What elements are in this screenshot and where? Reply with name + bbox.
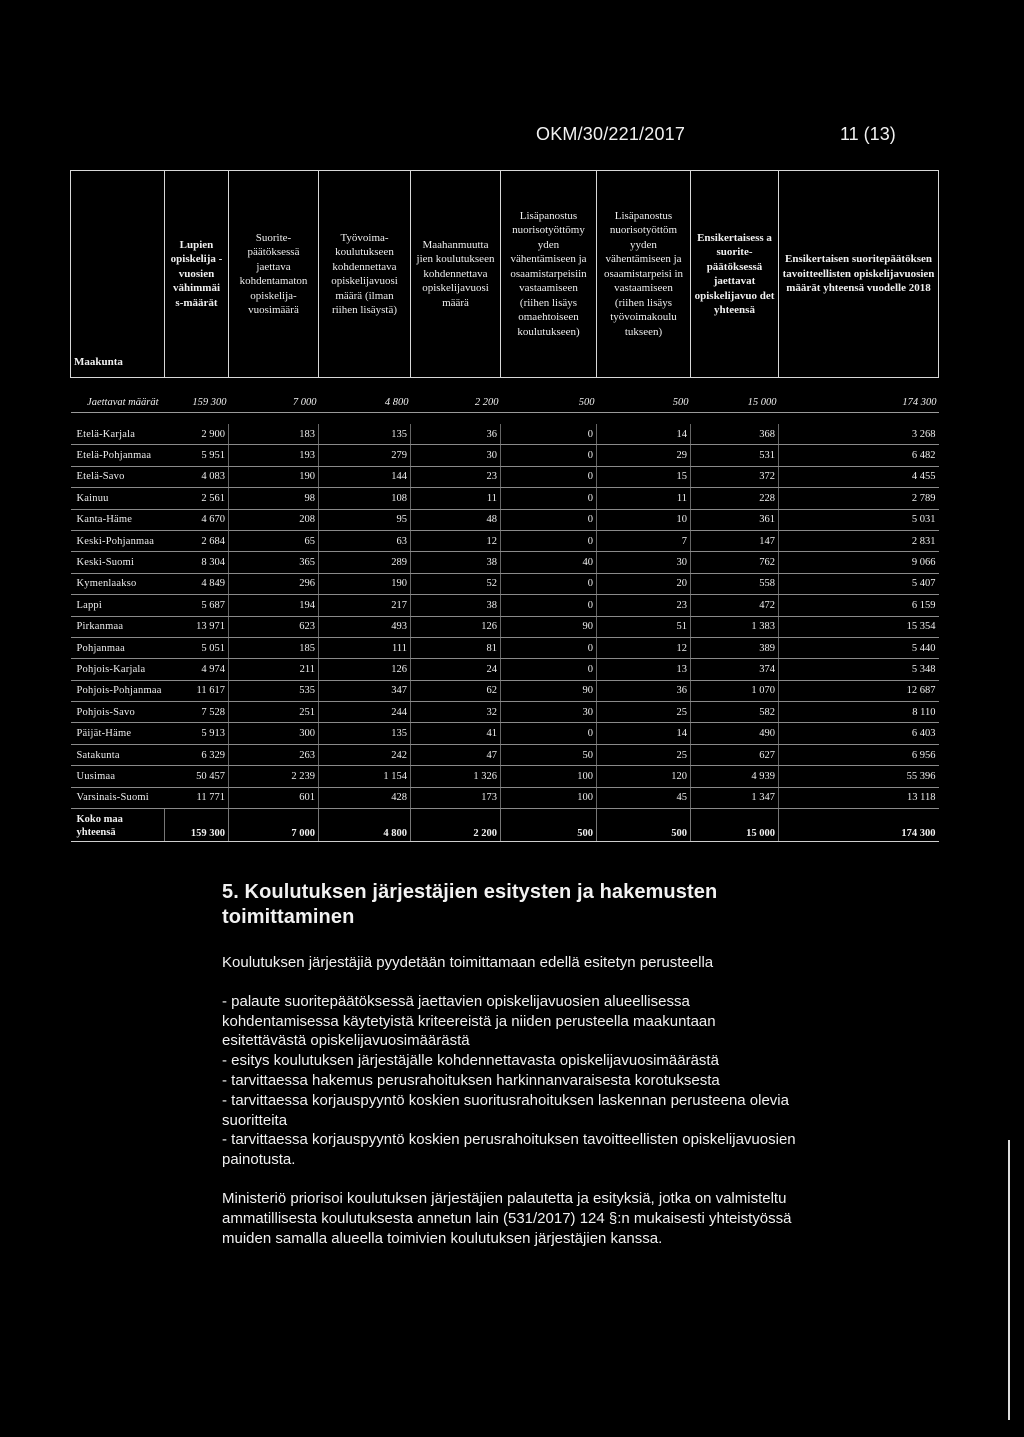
table-row [71,488,939,509]
region-name: Kainuu [71,488,165,509]
table-header [71,171,939,378]
table-cell: 4 670 [165,509,229,530]
table-cell: 47 [411,744,501,765]
table-cell: 217 [319,595,411,616]
region-name: Pohjois-Savo [71,702,165,723]
table-cell: 63 [319,530,411,551]
total-value: 15 000 [691,809,779,842]
table-row [71,530,939,551]
section-heading-line2: toimittaminen [222,906,355,928]
column-header-kohdentamaton: Suorite-päätöksessä jaettava kohdentamaton opiskelija-vuosimäärä [229,171,319,378]
table-cell: 228 [691,488,779,509]
total-section [71,809,939,842]
table-cell: 15 [597,466,691,487]
table-cell: 14 [597,723,691,744]
margin-rule [1008,1140,1010,1420]
table-cell: 38 [411,595,501,616]
distributed-label: Jaettavat määrät [71,392,165,413]
table-cell: 81 [411,637,501,658]
table-cell: 428 [319,787,411,808]
table-row [71,744,939,765]
table-row [71,787,939,808]
request-list [222,992,922,1170]
table-cell: 4 849 [165,573,229,594]
table-cell: 12 [597,637,691,658]
table-cell: 5 913 [165,723,229,744]
table-cell: 111 [319,637,411,658]
list-item: painotusta. [222,1151,296,1169]
table-row [71,595,939,616]
table-cell: 300 [229,723,319,744]
table-cell: 4 083 [165,466,229,487]
table-cell: 361 [691,509,779,530]
closing-paragraph [222,1189,922,1248]
table-cell: 11 617 [165,680,229,701]
list-item: - esitys koulutuksen järjestäjälle kohdennettavasta opiskelijavuosimäärästä [222,1052,719,1070]
table-cell: 6 159 [779,595,939,616]
table-cell: 211 [229,659,319,680]
table-row [71,702,939,723]
table-cell: 8 304 [165,552,229,573]
table-cell: 126 [319,659,411,680]
region-name: Pohjois-Pohjanmaa [71,680,165,701]
table-cell: 62 [411,680,501,701]
total-label-line2: yhteensä [76,827,116,839]
table-cell: 45 [597,787,691,808]
table-cell: 36 [411,424,501,445]
table-cell: 627 [691,744,779,765]
table-cell: 7 [597,530,691,551]
total-value: 7 000 [229,809,319,842]
table-row [71,445,939,466]
table-cell: 374 [691,659,779,680]
table-cell: 368 [691,424,779,445]
document-id: OKM/30/221/2017 [536,124,686,144]
table-cell: 762 [691,552,779,573]
total-label [71,809,165,842]
table-cell: 208 [229,509,319,530]
table-cell: 289 [319,552,411,573]
table-cell: 98 [229,488,319,509]
table-cell: 108 [319,488,411,509]
region-name: Kymenlaakso [71,573,165,594]
table-cell: 100 [501,787,597,808]
table-cell: 12 [411,530,501,551]
table-cell: 4 455 [779,466,939,487]
region-name: Lappi [71,595,165,616]
table-cell: 601 [229,787,319,808]
table-cell: 6 482 [779,445,939,466]
column-header-lisapanostus-omaehtoinen: Lisäpanostus nuorisotyöttömy yden vähentämiseen ja osaamistarpeisiin vastaamiseen (riihen lisäys omaehtoiseen koulutukseen) [501,171,597,378]
total-value: 500 [501,809,597,842]
list-item: - tarvittaessa hakemus perusrahoituksen harkinnanvaraisesta korotuksesta [222,1071,720,1089]
table-cell: 10 [597,509,691,530]
table-cell: 1 154 [319,766,411,787]
table-cell: 90 [501,616,597,637]
table-cell: 194 [229,595,319,616]
table-cell: 263 [229,744,319,765]
table-cell: 0 [501,530,597,551]
table-cell: 126 [411,616,501,637]
list-item: - palaute suoritepäätöksessä jaettavien opiskelijavuosien alueellisessa [222,992,690,1010]
total-value: 500 [597,809,691,842]
table-cell: 2 684 [165,530,229,551]
table-cell: 25 [597,702,691,723]
table-cell: 365 [229,552,319,573]
table-cell: 242 [319,744,411,765]
table-cell: 190 [319,573,411,594]
total-row [71,809,939,842]
total-value: 2 200 [411,809,501,842]
table-cell: 5 407 [779,573,939,594]
region-name: Pohjanmaa [71,637,165,658]
table-cell: 52 [411,573,501,594]
total-value: 159 300 [165,809,229,842]
distributed-value: 15 000 [691,392,779,413]
table-cell: 2 831 [779,530,939,551]
list-item: - tarvittaessa korjauspyyntö koskien perusrahoituksen tavoitteellisten opiskelijavuosien [222,1131,796,1149]
table-cell: 32 [411,702,501,723]
table-cell: 185 [229,637,319,658]
table-cell: 244 [319,702,411,723]
table-cell: 0 [501,637,597,658]
region-name: Uusimaa [71,766,165,787]
table-row [71,552,939,573]
table-cell: 9 066 [779,552,939,573]
column-header-ensikertaiset-yhteensa: Ensikertaisess a suorite-päätöksessä jaettavat opiskelijavuo det yhteensä [691,171,779,378]
table-cell: 15 354 [779,616,939,637]
table-cell: 531 [691,445,779,466]
table-cell: 8 110 [779,702,939,723]
table-cell: 0 [501,509,597,530]
table-cell: 0 [501,595,597,616]
table-cell: 193 [229,445,319,466]
list-item: - tarvittaessa korjauspyyntö koskien suoritusrahoituksen laskennan perusteena olevia [222,1091,789,1109]
column-header-maakunta: Maakunta [71,171,165,378]
table-cell: 347 [319,680,411,701]
table-cell: 389 [691,637,779,658]
table-cell: 472 [691,595,779,616]
table-cell: 1 070 [691,680,779,701]
table-row [71,659,939,680]
table-cell: 1 383 [691,616,779,637]
table-cell: 623 [229,616,319,637]
allocation-table [70,170,939,842]
table-cell: 38 [411,552,501,573]
region-rows [71,424,939,809]
distributed-value: 4 800 [319,392,411,413]
table-cell: 372 [691,466,779,487]
table-row [71,509,939,530]
table-cell: 30 [411,445,501,466]
table-cell: 4 974 [165,659,229,680]
region-name: Keski-Suomi [71,552,165,573]
table-cell: 183 [229,424,319,445]
allocation-table-container [70,170,938,842]
table-cell: 490 [691,723,779,744]
table-row [71,573,939,594]
table-cell: 535 [229,680,319,701]
section-intro: Koulutuksen järjestäjiä pyydetään toimittamaan edellä esitetyn perusteella [222,954,714,971]
table-cell: 51 [597,616,691,637]
region-name: Etelä-Karjala [71,424,165,445]
region-name: Pirkanmaa [71,616,165,637]
distributed-value: 7 000 [229,392,319,413]
table-cell: 0 [501,573,597,594]
table-cell: 5 348 [779,659,939,680]
table-cell: 251 [229,702,319,723]
table-cell: 30 [597,552,691,573]
list-item: suoritteita [222,1111,288,1129]
column-header-lupien-vahimmaismaarat: Lupien opiskelija -vuosien vähimmäi s-määrät [165,171,229,378]
table-cell: 23 [597,595,691,616]
distributed-value: 159 300 [165,392,229,413]
distributed-value: 2 200 [411,392,501,413]
table-cell: 14 [597,424,691,445]
total-value: 4 800 [319,809,411,842]
column-header-tavoitteelliset-2018: Ensikertaisen suoritepäätöksen tavoitteellisten opiskelijavuosien määrät yhteensä vuodelle 2018 [779,171,939,378]
region-name: Kanta-Häme [71,509,165,530]
table-cell: 1 326 [411,766,501,787]
table-cell: 0 [501,424,597,445]
distributed-value: 174 300 [779,392,939,413]
list-item: kohdentamisessa käytetyistä kriteereistä ja niiden perusteella maakuntaan [222,1012,716,1030]
column-header-tyovoimakoulutus: Työvoima-koulutukseen kohdennettava opiskelijavuosi määrä (ilman riihen lisäystä) [319,171,411,378]
table-cell: 0 [501,466,597,487]
table-cell: 6 403 [779,723,939,744]
table-cell: 144 [319,466,411,487]
table-cell: 6 956 [779,744,939,765]
table-cell: 0 [501,445,597,466]
table-cell: 36 [597,680,691,701]
distributed-value: 500 [597,392,691,413]
section-heading-line1: 5. Koulutuksen järjestäjien esitysten ja hakemusten [222,881,718,903]
table-cell: 65 [229,530,319,551]
section-5 [222,880,922,1248]
table-row [71,680,939,701]
table-cell: 13 971 [165,616,229,637]
table-cell: 13 118 [779,787,939,808]
list-item: esitettävästä opiskelijavuosimäärästä [222,1032,470,1050]
distributed-amounts [71,378,939,425]
table-cell: 5 031 [779,509,939,530]
table-cell: 1 347 [691,787,779,808]
table-cell: 90 [501,680,597,701]
table-cell: 279 [319,445,411,466]
table-cell: 2 561 [165,488,229,509]
table-cell: 2 900 [165,424,229,445]
table-cell: 25 [597,744,691,765]
distributed-value: 500 [501,392,597,413]
table-cell: 558 [691,573,779,594]
table-row [71,466,939,487]
table-cell: 6 329 [165,744,229,765]
table-cell: 7 528 [165,702,229,723]
table-cell: 30 [501,702,597,723]
column-header-lisapanostus-tyovoima: Lisäpanostus nuorisotyöttöm yyden vähentämiseen ja osaamistarpeisi in vastaamiseen (riihen lisäys työvoimakoulu tukseen) [597,171,691,378]
closing-line: muiden samalla alueella toimivien koulutuksen järjestäjien kanssa. [222,1229,663,1247]
table-cell: 55 396 [779,766,939,787]
table-cell: 23 [411,466,501,487]
table-row [71,723,939,744]
closing-line: ammatillisesta koulutuksesta annetun lain (531/2017) 124 §:n mukaisesti yhteistyössä [222,1209,792,1227]
table-cell: 24 [411,659,501,680]
table-cell: 173 [411,787,501,808]
table-cell: 2 789 [779,488,939,509]
table-cell: 493 [319,616,411,637]
table-cell: 11 [411,488,501,509]
table-cell: 50 457 [165,766,229,787]
table-cell: 147 [691,530,779,551]
table-cell: 50 [501,744,597,765]
table-cell: 2 239 [229,766,319,787]
table-cell: 29 [597,445,691,466]
table-row [71,637,939,658]
table-row [71,766,939,787]
table-cell: 20 [597,573,691,594]
column-header-maahanmuuttajat: Maahanmuutta jien koulutukseen kohdennettava opiskelijavuosi määrä [411,171,501,378]
table-cell: 120 [597,766,691,787]
table-cell: 582 [691,702,779,723]
region-name: Keski-Pohjanmaa [71,530,165,551]
region-name: Satakunta [71,744,165,765]
table-row [71,424,939,445]
total-label-line1: Koko maa [76,814,123,826]
table-cell: 11 [597,488,691,509]
table-row [71,616,939,637]
table-cell: 3 268 [779,424,939,445]
region-name: Etelä-Pohjanmaa [71,445,165,466]
page-header [0,124,1024,148]
table-cell: 4 939 [691,766,779,787]
table-cell: 95 [319,509,411,530]
closing-line: Ministeriö priorisoi koulutuksen järjestäjien palautetta ja esityksiä, jotka on valmisteltu [222,1189,787,1207]
region-name: Pohjois-Karjala [71,659,165,680]
distributed-amounts-row [71,392,939,413]
table-cell: 5 687 [165,595,229,616]
section-heading [222,880,922,930]
total-value: 174 300 [779,809,939,842]
table-cell: 12 687 [779,680,939,701]
table-cell: 135 [319,723,411,744]
table-cell: 100 [501,766,597,787]
table-cell: 296 [229,573,319,594]
table-cell: 190 [229,466,319,487]
region-name: Etelä-Savo [71,466,165,487]
region-name: Päijät-Häme [71,723,165,744]
table-cell: 0 [501,723,597,744]
table-cell: 0 [501,659,597,680]
table-cell: 5 051 [165,637,229,658]
table-cell: 48 [411,509,501,530]
table-cell: 135 [319,424,411,445]
table-cell: 41 [411,723,501,744]
region-name: Varsinais-Suomi [71,787,165,808]
table-cell: 40 [501,552,597,573]
table-cell: 13 [597,659,691,680]
table-cell: 11 771 [165,787,229,808]
page-number: 11 (13) [840,124,896,144]
table-cell: 5 440 [779,637,939,658]
table-cell: 5 951 [165,445,229,466]
table-cell: 0 [501,488,597,509]
